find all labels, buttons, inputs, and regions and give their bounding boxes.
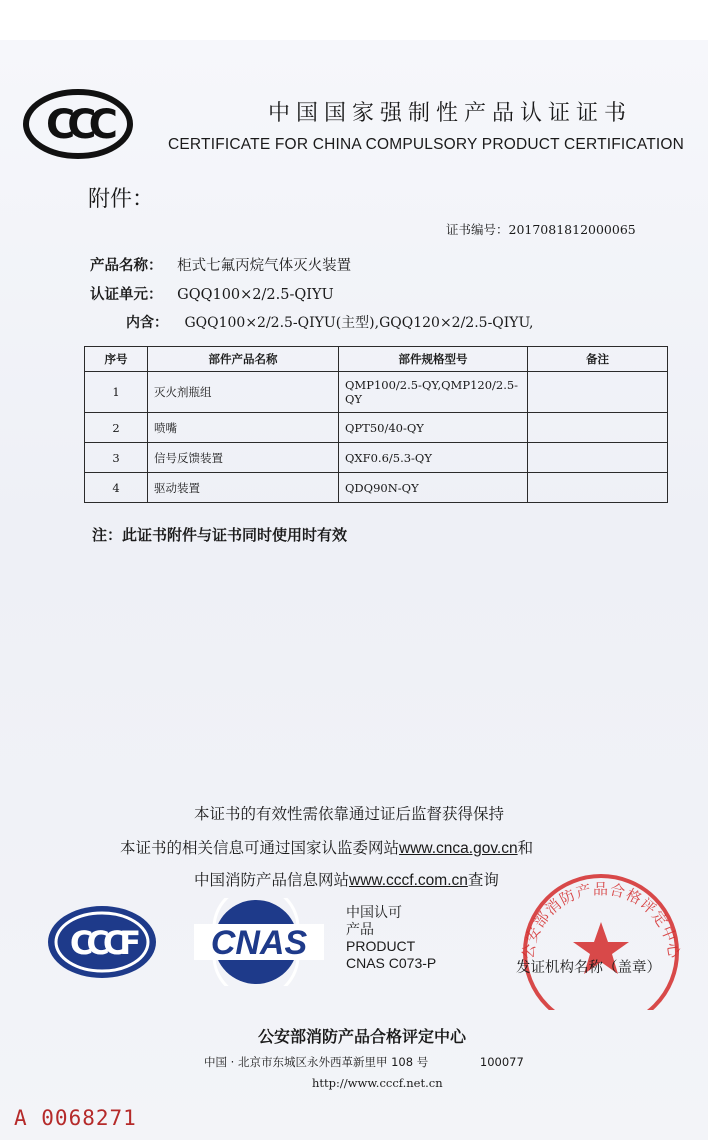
cert-unit-label: 认证单元： — [90, 287, 163, 303]
row-no: 1 — [85, 372, 148, 413]
table-row — [85, 413, 668, 443]
ccc-logo-text: CCC — [45, 102, 111, 148]
cnas-accreditation-text — [346, 904, 436, 972]
ccc-logo — [22, 88, 134, 160]
validity-line-3-suffix: 查询 — [467, 871, 499, 889]
row-spec: QPT50/40-QY — [339, 413, 528, 443]
official-seal — [512, 870, 690, 1010]
cnas-text-line: PRODUCT — [346, 938, 416, 954]
table-row — [85, 443, 668, 473]
row-name: 信号反馈装置 — [148, 443, 339, 473]
row-remark — [528, 413, 668, 443]
header-spec: 部件规格型号 — [339, 347, 528, 372]
product-name-value: 柜式七氟丙烷气体灭火装置 — [177, 258, 352, 274]
row-no: 3 — [85, 443, 148, 473]
validity-line-2-suffix: 和 — [517, 839, 534, 857]
cccf-logo — [46, 904, 158, 980]
organization-address: 中国 · 北京市东城区永外西革新里甲 108 号 — [204, 1055, 429, 1069]
contains-value: GQQ100×2/2.5-QIYU(主型),GQQ120×2/2.5-QIYU, — [184, 315, 534, 331]
row-spec: QXF0.6/5.3-QY — [339, 443, 528, 473]
product-name-row — [90, 254, 351, 275]
issuing-organization: 公安部消防产品合格评定中心 — [258, 1027, 467, 1046]
certificate-number: 证书编号：2017081812000065 — [446, 222, 636, 237]
cert-unit-row — [90, 283, 334, 304]
postcode: 100077 — [479, 1055, 524, 1069]
cnas-text-line: 产品 — [346, 921, 374, 937]
validity-line-1: 本证书的有效性需依靠通过证后监督获得保持 — [194, 805, 505, 823]
row-remark — [528, 372, 668, 413]
table-header-row — [85, 347, 668, 372]
contains-row — [126, 312, 534, 332]
row-remark — [528, 473, 668, 503]
cnas-logo-text: CNAS — [210, 924, 308, 962]
serial-number: A 0068271 — [14, 1106, 137, 1130]
organization-website[interactable]: http://www.cccf.net.cn — [312, 1076, 443, 1090]
issuer-label: 发证机构名称（盖章） — [516, 960, 661, 976]
row-name: 驱动装置 — [148, 473, 339, 503]
product-name-label: 产品名称： — [90, 258, 163, 274]
header-name: 部件产品名称 — [148, 347, 339, 372]
validity-line-2-prefix: 本证书的相关信息可通过国家认监委网站 — [120, 839, 400, 857]
attachment-note: 注：此证书附件与证书同时使用时有效 — [92, 526, 348, 544]
attachment-label: 附件： — [88, 187, 155, 212]
row-spec: QDQ90N-QY — [339, 473, 528, 503]
parts-table — [84, 346, 668, 503]
row-no: 4 — [85, 473, 148, 503]
header-remark: 备注 — [528, 347, 668, 372]
validity-line-3-prefix: 中国消防产品信息网站 — [194, 871, 350, 889]
row-name: 喷嘴 — [148, 413, 339, 443]
validity-line-3 — [194, 868, 499, 890]
row-no: 2 — [85, 413, 148, 443]
table-row — [85, 473, 668, 503]
validity-line-2 — [120, 836, 533, 858]
seal-text: 公安部消防产品合格评定中心 — [518, 880, 684, 961]
cert-unit-value: GQQ100×2/2.5-QIYU — [177, 287, 334, 303]
row-spec: QMP100/2.5-QY,QMP120/2.5-QY — [339, 372, 528, 413]
cnas-text-line: CNAS C073-P — [346, 955, 437, 971]
cnca-link[interactable]: www.cnca.gov.cn — [399, 840, 518, 857]
cccf-link[interactable]: www.cccf.com.cn — [349, 872, 468, 889]
cnas-logo — [194, 898, 324, 986]
table-row — [85, 372, 668, 413]
cccf-logo-text: CCCF — [69, 924, 135, 962]
organization-address-row — [204, 1054, 524, 1070]
cnas-text-line: 中国认可 — [346, 904, 402, 920]
certificate-title-cn: 中国国家强制性产品认证证书 — [268, 101, 633, 126]
row-remark — [528, 443, 668, 473]
header-no: 序号 — [85, 347, 148, 372]
certificate-title-en: CERTIFICATE FOR CHINA COMPULSORY PRODUCT CERTIFICATION — [168, 136, 685, 153]
row-name: 灭火剂瓶组 — [148, 372, 339, 413]
contains-label: 内含： — [126, 315, 168, 331]
